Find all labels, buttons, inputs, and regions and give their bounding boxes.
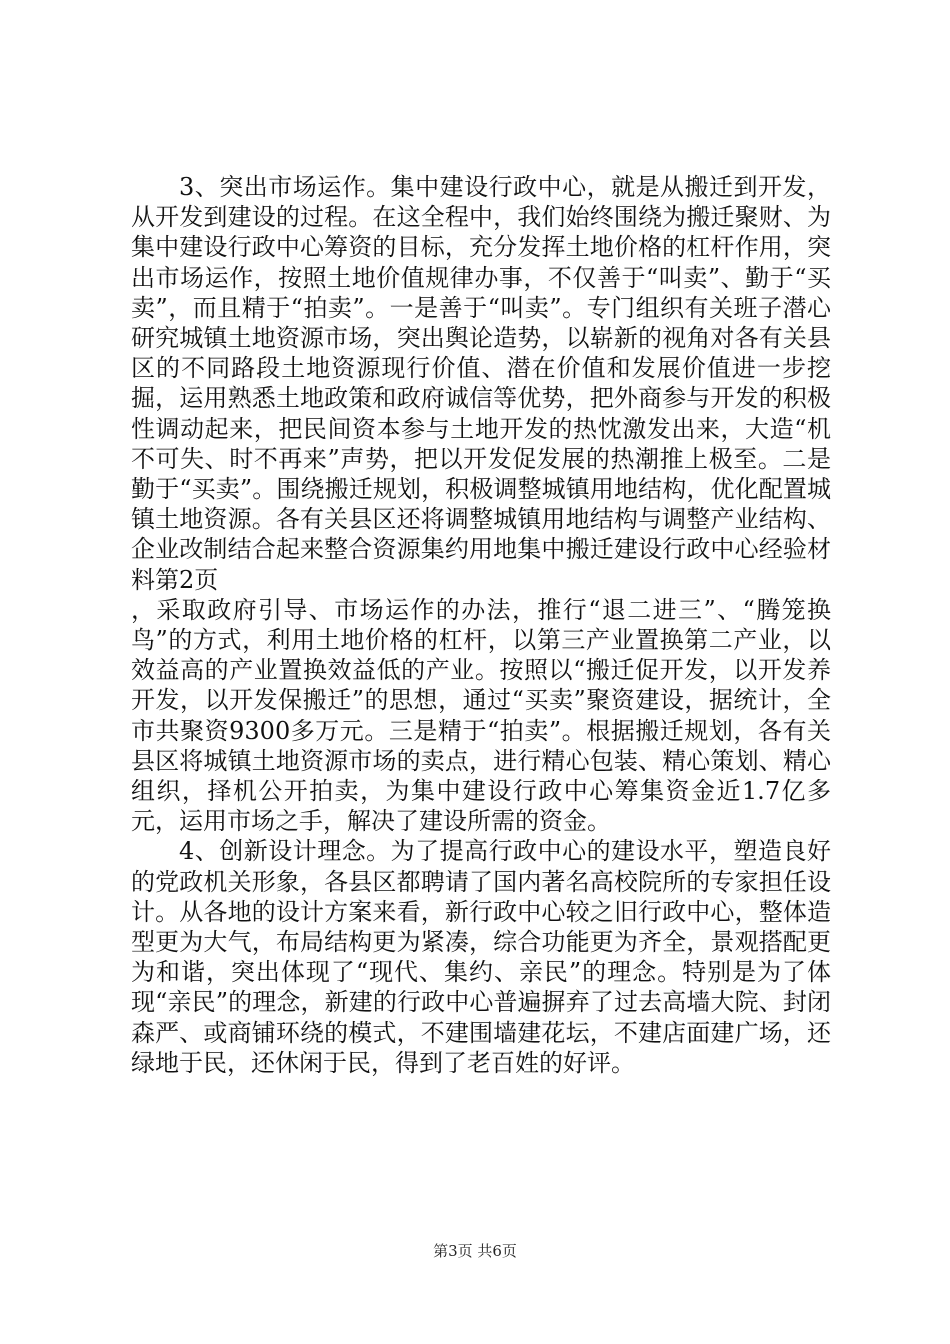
- paragraph-design-concept: 4、创新设计理念。为了提高行政中心的建设水平，塑造良好的党政机关形象，各县区都聘请了国内著名高校院所的专家担任设计。从各地的设计方案来看，新行政中心较之旧行政中心，整体造型更为大气，布局结构更为紧凑，综合功能更为齐全，景观搭配更为和谐，突出体现了“现代、集约、亲民”的理念。特别是为了体现“亲民”的理念，新建的行政中心普遍摒弃了过去高墙大院、封闭森严、或商铺环绕的模式，不建围墙建花坛，不建店面建广场，还绿地于民，还休闲于民，得到了老百姓的好评。: [131, 837, 831, 1077]
- paragraph-market-operation: 3、突出市场运作。集中建设行政中心，就是从搬迁到开发，从开发到建设的过程。在这全程中，我们始终围绕为搬迁聚财、为集中建设行政中心筹资的目标，充分发挥土地价格的杠杆作用，突出市场运作，按照土地价值规律办事，不仅善于“叫卖”、勤于“买卖”，而且精于“拍卖”。一是善于“叫卖”。专门组织有关班子潜心研究城镇土地资源市场，突出舆论造势，以崭新的视角对各有关县区的不同路段土地资源现行价值、潜在价值和发展价值进一步挖掘，运用熟悉土地政策和政府诚信等优势，把外商参与开发的积极性调动起来，把民间资本参与土地开发的热忱激发出来，大造“机不可失、时不再来”声势，把以开发促发展的热潮推上极至。二是勤于“买卖”。围绕搬迁规划，积极调整城镇用地结构，优化配置城镇土地资源。各有关县区还将调整城镇用地结构与调整产业结构、企业改制结合起来整合资源集约用地集中搬迁建设行政中心经验材料第2页: [131, 173, 831, 594]
- page-footer: 第3页 共6页: [433, 1242, 517, 1260]
- paragraph-continuation: ，采取政府引导、市场运作的办法，推行“退二进三”、“腾笼换鸟”的方式，利用土地价格的杠杆，以第三产业置换第二产业，以效益高的产业置换效益低的产业。按照以“搬迁促开发，以开发养开发，以开发保搬迁”的思想，通过“买卖”聚资建设，据统计，全市共聚资9300多万元。三是精于“拍卖”。根据搬迁规划，各有关县区将城镇土地资源市场的卖点，进行精心包装、精心策划、精心组织，择机公开拍卖，为集中建设行政中心筹集资金近1.7亿多元，运用市场之手，解决了建设所需的资金。: [131, 595, 831, 836]
- document-body: [131, 172, 831, 1078]
